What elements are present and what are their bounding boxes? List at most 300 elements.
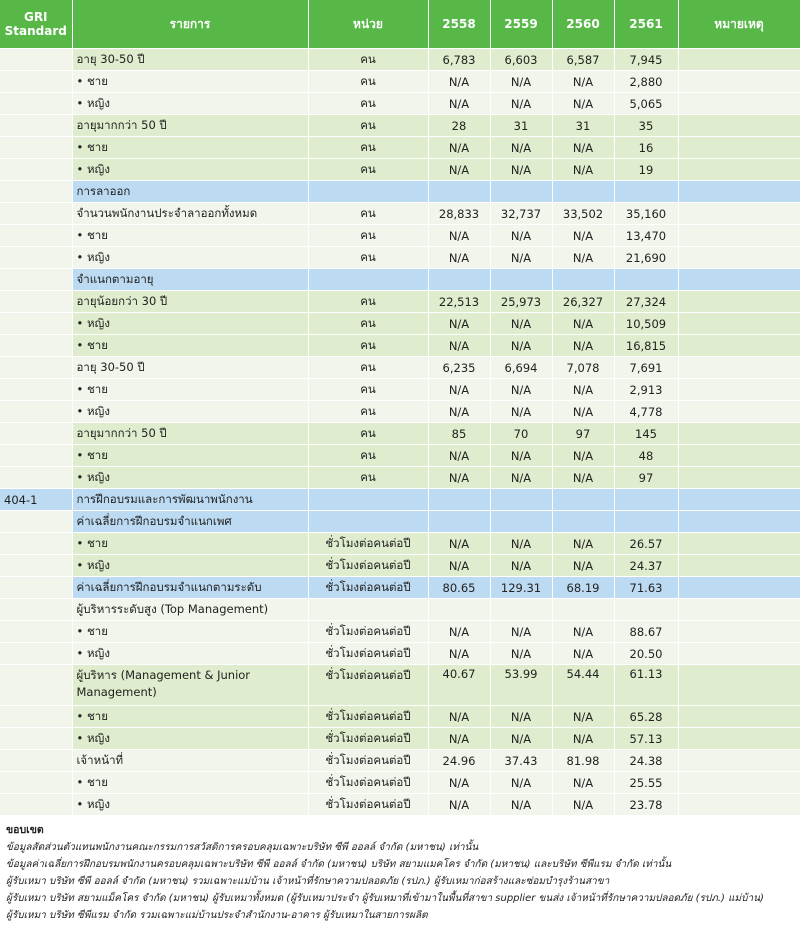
table-row	[0, 467, 800, 489]
value-cell-2560: N/A	[552, 335, 614, 357]
value-cell-2560: 33,502	[552, 203, 614, 225]
scope-line: ข้อมูลสัดส่วนตัวแทนพนักงานคณะกรรมการสวัสดิการครอบคลุมเฉพาะบริษัท ซีพี ออลล์ จำกัด (มหาชน) เท่านั้น	[6, 842, 479, 853]
unit-cell: คน	[308, 467, 428, 489]
note-cell	[678, 555, 800, 577]
table-row	[0, 511, 800, 533]
value-cell-2559	[490, 181, 552, 203]
value-cell-2559: N/A	[490, 335, 552, 357]
value-cell-2560: N/A	[552, 379, 614, 401]
unit-cell: คน	[308, 115, 428, 137]
table-row	[0, 313, 800, 335]
value-cell-2558: N/A	[428, 247, 490, 269]
item-cell: อายุ 30-50 ปี	[72, 49, 308, 71]
table-row	[0, 203, 800, 225]
note-cell	[678, 794, 800, 816]
value-cell-2561: 35	[614, 115, 678, 137]
table-row	[0, 555, 800, 577]
gri-standard-cell	[0, 247, 72, 269]
unit-cell: คน	[308, 313, 428, 335]
value-cell-2559: N/A	[490, 247, 552, 269]
header-year-2561: 2561	[614, 0, 678, 49]
value-cell-2561	[614, 269, 678, 291]
gri-standard-cell	[0, 665, 72, 706]
value-cell-2559: 6,694	[490, 357, 552, 379]
value-cell-2558: N/A	[428, 467, 490, 489]
value-cell-2558: N/A	[428, 706, 490, 728]
gri-standard-cell	[0, 643, 72, 665]
table-row	[0, 423, 800, 445]
value-cell-2559: 70	[490, 423, 552, 445]
unit-cell: ชั่วโมงต่อคนต่อปี	[308, 750, 428, 772]
gri-standard-cell	[0, 772, 72, 794]
table-row	[0, 577, 800, 599]
value-cell-2561	[614, 181, 678, 203]
note-cell	[678, 577, 800, 599]
note-cell	[678, 750, 800, 772]
value-cell-2558: N/A	[428, 643, 490, 665]
value-cell-2559: N/A	[490, 794, 552, 816]
unit-cell: คน	[308, 291, 428, 313]
gri-standard-cell	[0, 357, 72, 379]
note-cell	[678, 643, 800, 665]
value-cell-2559	[490, 511, 552, 533]
table-row	[0, 643, 800, 665]
value-cell-2558: N/A	[428, 93, 490, 115]
table-row	[0, 225, 800, 247]
value-cell-2559	[490, 269, 552, 291]
note-cell	[678, 489, 800, 511]
value-cell-2561: 4,778	[614, 401, 678, 423]
value-cell-2558: N/A	[428, 379, 490, 401]
value-cell-2558	[428, 599, 490, 621]
item-cell: เจ้าหน้าที่	[72, 750, 308, 772]
item-cell: • หญิง	[72, 93, 308, 115]
value-cell-2560: N/A	[552, 621, 614, 643]
value-cell-2559: N/A	[490, 728, 552, 750]
value-cell-2560: N/A	[552, 533, 614, 555]
value-cell-2559: N/A	[490, 225, 552, 247]
value-cell-2559: 37.43	[490, 750, 552, 772]
table-body	[0, 49, 800, 816]
header-year-2560: 2560	[552, 0, 614, 49]
value-cell-2560: 6,587	[552, 49, 614, 71]
value-cell-2561	[614, 511, 678, 533]
gri-standard-cell	[0, 137, 72, 159]
table-row	[0, 137, 800, 159]
value-cell-2558: N/A	[428, 335, 490, 357]
item-cell: อายุมากกว่า 50 ปี	[72, 423, 308, 445]
value-cell-2560: N/A	[552, 401, 614, 423]
item-cell: การฝึกอบรมและการพัฒนาพนักงาน	[72, 489, 308, 511]
value-cell-2559: N/A	[490, 93, 552, 115]
value-cell-2558: N/A	[428, 555, 490, 577]
gri-standard-cell	[0, 181, 72, 203]
item-cell: จำนวนพนักงานประจำลาออกทั้งหมด	[72, 203, 308, 225]
value-cell-2558	[428, 181, 490, 203]
value-cell-2560	[552, 181, 614, 203]
value-cell-2558: N/A	[428, 794, 490, 816]
table-row	[0, 621, 800, 643]
value-cell-2560: N/A	[552, 728, 614, 750]
unit-cell: ชั่วโมงต่อคนต่อปี	[308, 665, 428, 706]
scope-line: ผู้รับเหมา บริษัท สยามแม็คโคร จำกัด (มหาชน) ผู้รับเหมาทั้งหมด (ผู้รับเหมาประจำ ผู้รับเหมาที่เข้ามาในพื้นที่สาขา supplier ขนส่ง เจ้าหน้าที่รักษาความปลอดภัย (รปภ.) แม่บ้าน)	[6, 893, 764, 904]
value-cell-2561: 5,065	[614, 93, 678, 115]
note-cell	[678, 247, 800, 269]
item-cell: จำแนกตามอายุ	[72, 269, 308, 291]
unit-cell	[308, 269, 428, 291]
value-cell-2560	[552, 269, 614, 291]
value-cell-2558: N/A	[428, 621, 490, 643]
value-cell-2558: 80.65	[428, 577, 490, 599]
item-cell: • หญิง	[72, 555, 308, 577]
table-row	[0, 181, 800, 203]
value-cell-2560: 97	[552, 423, 614, 445]
note-cell	[678, 423, 800, 445]
header-year-2559: 2559	[490, 0, 552, 49]
unit-cell: คน	[308, 357, 428, 379]
gri-standard-cell	[0, 379, 72, 401]
value-cell-2560: N/A	[552, 93, 614, 115]
value-cell-2558: N/A	[428, 71, 490, 93]
value-cell-2559: 129.31	[490, 577, 552, 599]
note-cell	[678, 533, 800, 555]
item-cell: • ชาย	[72, 71, 308, 93]
item-cell: • ชาย	[72, 335, 308, 357]
item-cell: • หญิง	[72, 159, 308, 181]
gri-standard-cell	[0, 159, 72, 181]
value-cell-2561: 24.38	[614, 750, 678, 772]
gri-standard-cell	[0, 401, 72, 423]
unit-cell: คน	[308, 423, 428, 445]
value-cell-2560: 81.98	[552, 750, 614, 772]
scope-line: ข้อมูลค่าเฉลี่ยการฝึกอบรมพนักงานครอบคลุมเฉพาะบริษัท ซีพี ออลล์ จำกัด (มหาชน) บริษัท สยามแมคโคร จำกัด (มหาชน) และบริษัท ซีพีแรม จำกัด เท่านั้น	[6, 859, 672, 870]
gri-standard-cell	[0, 533, 72, 555]
item-cell: • ชาย	[72, 379, 308, 401]
item-cell: • ชาย	[72, 445, 308, 467]
value-cell-2560: 68.19	[552, 577, 614, 599]
value-cell-2559: N/A	[490, 379, 552, 401]
note-cell	[678, 115, 800, 137]
value-cell-2561: 19	[614, 159, 678, 181]
value-cell-2561: 10,509	[614, 313, 678, 335]
unit-cell: คน	[308, 225, 428, 247]
value-cell-2561: 61.13	[614, 665, 678, 706]
gri-standard-cell	[0, 706, 72, 728]
value-cell-2560: N/A	[552, 247, 614, 269]
gri-standard-cell	[0, 203, 72, 225]
value-cell-2558: N/A	[428, 313, 490, 335]
note-cell	[678, 181, 800, 203]
unit-cell	[308, 181, 428, 203]
value-cell-2561: 24.37	[614, 555, 678, 577]
value-cell-2559: N/A	[490, 706, 552, 728]
table-row	[0, 665, 800, 706]
value-cell-2558: 40.67	[428, 665, 490, 706]
table-row	[0, 357, 800, 379]
value-cell-2558	[428, 489, 490, 511]
value-cell-2558	[428, 511, 490, 533]
table-row	[0, 401, 800, 423]
unit-cell: ชั่วโมงต่อคนต่อปี	[308, 706, 428, 728]
value-cell-2560: N/A	[552, 555, 614, 577]
gri-standard-cell	[0, 750, 72, 772]
scope-footer	[6, 822, 796, 924]
value-cell-2558: N/A	[428, 137, 490, 159]
value-cell-2561: 16	[614, 137, 678, 159]
unit-cell: คน	[308, 93, 428, 115]
unit-cell: คน	[308, 203, 428, 225]
item-cell: • ชาย	[72, 533, 308, 555]
item-cell: • หญิง	[72, 728, 308, 750]
table-row	[0, 291, 800, 313]
value-cell-2559: N/A	[490, 137, 552, 159]
item-cell: • หญิง	[72, 313, 308, 335]
unit-cell: คน	[308, 379, 428, 401]
note-cell	[678, 445, 800, 467]
item-cell: ผู้บริหาร (Management & Junior Management)	[72, 665, 308, 706]
unit-cell: ชั่วโมงต่อคนต่อปี	[308, 794, 428, 816]
note-cell	[678, 269, 800, 291]
value-cell-2558: N/A	[428, 445, 490, 467]
value-cell-2559: N/A	[490, 772, 552, 794]
gri-standard-cell	[0, 577, 72, 599]
value-cell-2559: N/A	[490, 467, 552, 489]
table-row	[0, 247, 800, 269]
table-row	[0, 489, 800, 511]
value-cell-2561: 7,691	[614, 357, 678, 379]
header-year-2558: 2558	[428, 0, 490, 49]
value-cell-2561: 27,324	[614, 291, 678, 313]
gri-standard-cell	[0, 49, 72, 71]
value-cell-2559: N/A	[490, 533, 552, 555]
value-cell-2558: 6,783	[428, 49, 490, 71]
value-cell-2558: 22,513	[428, 291, 490, 313]
unit-cell: คน	[308, 445, 428, 467]
value-cell-2561: 16,815	[614, 335, 678, 357]
value-cell-2559: 32,737	[490, 203, 552, 225]
unit-cell	[308, 489, 428, 511]
scope-heading: ขอบเขต	[6, 824, 44, 836]
value-cell-2559: N/A	[490, 621, 552, 643]
table-row	[0, 71, 800, 93]
value-cell-2561: 2,880	[614, 71, 678, 93]
value-cell-2559	[490, 489, 552, 511]
value-cell-2561: 13,470	[614, 225, 678, 247]
unit-cell: ชั่วโมงต่อคนต่อปี	[308, 643, 428, 665]
value-cell-2560	[552, 489, 614, 511]
unit-cell: คน	[308, 137, 428, 159]
item-cell: การลาออก	[72, 181, 308, 203]
note-cell	[678, 621, 800, 643]
value-cell-2560: N/A	[552, 794, 614, 816]
value-cell-2559: N/A	[490, 445, 552, 467]
note-cell	[678, 335, 800, 357]
unit-cell: ชั่วโมงต่อคนต่อปี	[308, 555, 428, 577]
value-cell-2561: 48	[614, 445, 678, 467]
value-cell-2561: 57.13	[614, 728, 678, 750]
table-row	[0, 269, 800, 291]
scope-line: ผู้รับเหมา บริษัท ซีพี ออลล์ จำกัด (มหาชน) รวมเฉพาะแม่บ้าน เจ้าหน้าที่รักษาความปลอดภัย (รปภ.) ผู้รับเหมาก่อสร้างและซ่อมบำรุงร้านสาขา	[6, 876, 610, 887]
note-cell	[678, 599, 800, 621]
value-cell-2560: 54.44	[552, 665, 614, 706]
item-cell: • ชาย	[72, 706, 308, 728]
table-row	[0, 335, 800, 357]
item-cell: • หญิง	[72, 247, 308, 269]
value-cell-2559: N/A	[490, 555, 552, 577]
value-cell-2560: N/A	[552, 445, 614, 467]
unit-cell: ชั่วโมงต่อคนต่อปี	[308, 533, 428, 555]
unit-cell: คน	[308, 247, 428, 269]
item-cell: • ชาย	[72, 772, 308, 794]
value-cell-2561: 35,160	[614, 203, 678, 225]
note-cell	[678, 379, 800, 401]
value-cell-2560: N/A	[552, 137, 614, 159]
value-cell-2560: N/A	[552, 772, 614, 794]
gri-standard-cell	[0, 467, 72, 489]
value-cell-2560: N/A	[552, 706, 614, 728]
value-cell-2558: N/A	[428, 401, 490, 423]
item-cell: • หญิง	[72, 643, 308, 665]
scope-line: ผู้รับเหมา บริษัท ซีพีแรม จำกัด รวมเฉพาะแม่บ้านประจำสำนักงาน-อาคาร ผู้รับเหมาในสายการผลิต	[6, 910, 428, 921]
unit-cell	[308, 599, 428, 621]
table-row	[0, 379, 800, 401]
note-cell	[678, 665, 800, 706]
value-cell-2559: N/A	[490, 313, 552, 335]
header-unit: หน่วย	[308, 0, 428, 49]
value-cell-2561	[614, 489, 678, 511]
value-cell-2560	[552, 599, 614, 621]
gri-standard-cell	[0, 599, 72, 621]
item-cell: • ชาย	[72, 621, 308, 643]
note-cell	[678, 159, 800, 181]
value-cell-2561: 20.50	[614, 643, 678, 665]
gri-standard-cell	[0, 291, 72, 313]
value-cell-2561: 2,913	[614, 379, 678, 401]
note-cell	[678, 313, 800, 335]
table-row	[0, 728, 800, 750]
value-cell-2560: N/A	[552, 313, 614, 335]
value-cell-2559: 31	[490, 115, 552, 137]
gri-standard-cell	[0, 225, 72, 247]
item-cell: • หญิง	[72, 794, 308, 816]
table-row	[0, 49, 800, 71]
gri-standard-cell	[0, 555, 72, 577]
item-cell: ค่าเฉลี่ยการฝึกอบรมจำแนกตามระดับ	[72, 577, 308, 599]
unit-cell: ชั่วโมงต่อคนต่อปี	[308, 621, 428, 643]
unit-cell: ชั่วโมงต่อคนต่อปี	[308, 728, 428, 750]
item-cell: อายุน้อยกว่า 30 ปี	[72, 291, 308, 313]
note-cell	[678, 137, 800, 159]
item-cell: • ชาย	[72, 225, 308, 247]
value-cell-2560: N/A	[552, 225, 614, 247]
table-row	[0, 599, 800, 621]
value-cell-2561: 65.28	[614, 706, 678, 728]
header-item: รายการ	[72, 0, 308, 49]
value-cell-2558	[428, 269, 490, 291]
gri-standard-cell	[0, 115, 72, 137]
note-cell	[678, 401, 800, 423]
note-cell	[678, 291, 800, 313]
value-cell-2560	[552, 511, 614, 533]
value-cell-2558: N/A	[428, 728, 490, 750]
gri-standard-cell	[0, 511, 72, 533]
value-cell-2558: N/A	[428, 159, 490, 181]
value-cell-2559	[490, 599, 552, 621]
value-cell-2561: 71.63	[614, 577, 678, 599]
value-cell-2561: 26.57	[614, 533, 678, 555]
table-row	[0, 115, 800, 137]
value-cell-2561: 97	[614, 467, 678, 489]
table-row	[0, 159, 800, 181]
gri-standard-cell	[0, 728, 72, 750]
note-cell	[678, 203, 800, 225]
table-header-row	[0, 0, 800, 49]
value-cell-2558: 28	[428, 115, 490, 137]
gri-standard-cell	[0, 269, 72, 291]
note-cell	[678, 93, 800, 115]
gri-standard-cell	[0, 335, 72, 357]
table-row	[0, 706, 800, 728]
value-cell-2560: 31	[552, 115, 614, 137]
note-cell	[678, 225, 800, 247]
value-cell-2558: 28,833	[428, 203, 490, 225]
gri-standard-cell	[0, 313, 72, 335]
unit-cell: คน	[308, 49, 428, 71]
item-cell: อายุ 30-50 ปี	[72, 357, 308, 379]
value-cell-2558: N/A	[428, 533, 490, 555]
gri-standard-cell	[0, 621, 72, 643]
table-row	[0, 794, 800, 816]
value-cell-2561: 25.55	[614, 772, 678, 794]
item-cell: อายุมากกว่า 50 ปี	[72, 115, 308, 137]
value-cell-2560: N/A	[552, 467, 614, 489]
value-cell-2559: N/A	[490, 71, 552, 93]
gri-standard-cell	[0, 794, 72, 816]
table-row	[0, 750, 800, 772]
value-cell-2558: 24.96	[428, 750, 490, 772]
table-row	[0, 772, 800, 794]
gri-standard-cell	[0, 93, 72, 115]
value-cell-2559: N/A	[490, 643, 552, 665]
value-cell-2559: 53.99	[490, 665, 552, 706]
unit-cell: คน	[308, 401, 428, 423]
item-cell: ผู้บริหารระดับสูง (Top Management)	[72, 599, 308, 621]
item-cell: • หญิง	[72, 467, 308, 489]
value-cell-2559: N/A	[490, 159, 552, 181]
value-cell-2560: 26,327	[552, 291, 614, 313]
value-cell-2558: 85	[428, 423, 490, 445]
note-cell	[678, 728, 800, 750]
table-row	[0, 533, 800, 555]
value-cell-2561: 145	[614, 423, 678, 445]
unit-cell: คน	[308, 335, 428, 357]
gri-standard-cell	[0, 445, 72, 467]
unit-cell	[308, 511, 428, 533]
value-cell-2561: 21,690	[614, 247, 678, 269]
item-cell: • หญิง	[72, 401, 308, 423]
note-cell	[678, 49, 800, 71]
note-cell	[678, 71, 800, 93]
value-cell-2560: 7,078	[552, 357, 614, 379]
note-cell	[678, 706, 800, 728]
header-note: หมายเหตุ	[678, 0, 800, 49]
value-cell-2561: 7,945	[614, 49, 678, 71]
item-cell: ค่าเฉลี่ยการฝึกอบรมจำแนกเพศ	[72, 511, 308, 533]
value-cell-2558: N/A	[428, 225, 490, 247]
note-cell	[678, 772, 800, 794]
note-cell	[678, 467, 800, 489]
value-cell-2561: 88.67	[614, 621, 678, 643]
